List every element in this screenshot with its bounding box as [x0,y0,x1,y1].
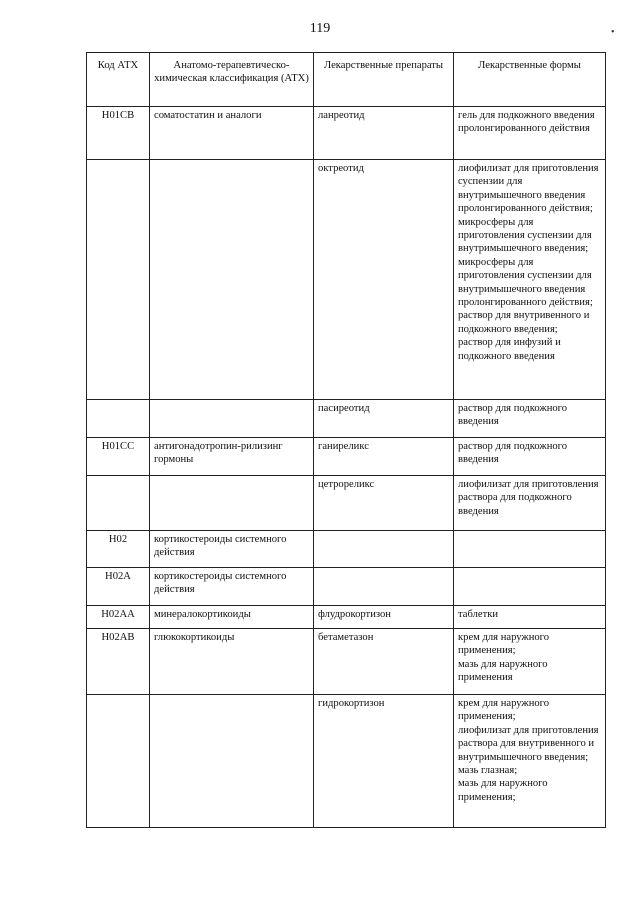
classification-cell [150,695,314,828]
table-row [87,400,606,438]
classification-cell: глюкокортикоиды [150,629,314,695]
classification-cell: антигонадотропин-рилизинг гормоны [150,438,314,476]
atx-code-cell [87,695,150,828]
forms-cell [454,568,606,606]
drug-cell [314,568,454,606]
drug-cell: флудрокортизон [314,606,454,629]
classification-cell [150,400,314,438]
atx-code-cell: H02A [87,568,150,606]
drug-cell: октреотид [314,160,454,400]
table-row [87,629,606,695]
atx-code-cell [87,400,150,438]
atx-code-cell [87,476,150,531]
classification-cell: кортикостероиды системного действия [150,531,314,568]
classification-cell [150,476,314,531]
forms-cell: раствор для подкожного введения [454,400,606,438]
table-row [87,568,606,606]
header-classification: Анатомо-терапевтическо-химическая классификация (АТХ) [150,53,314,107]
drug-cell: цетрореликс [314,476,454,531]
drug-cell: ланреотид [314,107,454,160]
drug-cell: пасиреотид [314,400,454,438]
atx-code-cell: H02AB [87,629,150,695]
table-row [87,107,606,160]
atx-code-cell: H02 [87,531,150,568]
corner-mark: • [611,27,615,38]
atx-code-cell: H01CC [87,438,150,476]
drug-cell: ганиреликс [314,438,454,476]
forms-cell [454,531,606,568]
table-header-row [87,53,606,107]
table-row [87,160,606,400]
classification-cell [150,160,314,400]
classification-cell: кортикостероиды системного действия [150,568,314,606]
forms-cell: крем для наружного применения; лиофилизат для приготовления раствора для внутривенного и внутримышечного введения; мазь глазная; мазь для наружного применения; [454,695,606,828]
forms-cell: таблетки [454,606,606,629]
drug-cell: бетаметазон [314,629,454,695]
forms-cell: раствор для подкожного введения [454,438,606,476]
drug-cell: гидрокортизон [314,695,454,828]
classification-cell: минералокортикоиды [150,606,314,629]
table-row [87,438,606,476]
forms-cell: гель для подкожного введения пролонгированного действия [454,107,606,160]
page-number: 119 [309,21,331,36]
table-row [87,606,606,629]
atx-code-cell: H01CB [87,107,150,160]
classification-cell: соматостатин и аналоги [150,107,314,160]
forms-cell: крем для наружного применения; мазь для наружного применения [454,629,606,695]
header-forms: Лекарственные формы [454,53,606,107]
table-row [87,531,606,568]
drug-cell [314,531,454,568]
forms-cell: лиофилизат для приготовления суспензии для внутримышечного введения пролонгированного действия; микросферы для приготовления суспензии для внутримышечного введения; микросферы для приготовления суспензии для внутримышечного введения пролонгированного действия; раствор для внутривенного и подкожного введения; раствор для инфузий и подкожного введения [454,160,606,400]
table-row [87,476,606,531]
table-row [87,695,606,828]
atx-table [86,52,606,828]
forms-cell: лиофилизат для приготовления раствора для подкожного введения [454,476,606,531]
atx-code-cell [87,160,150,400]
atx-code-cell: H02AA [87,606,150,629]
header-code: Код АТХ [87,53,150,107]
header-drugs: Лекарственные препараты [314,53,454,107]
